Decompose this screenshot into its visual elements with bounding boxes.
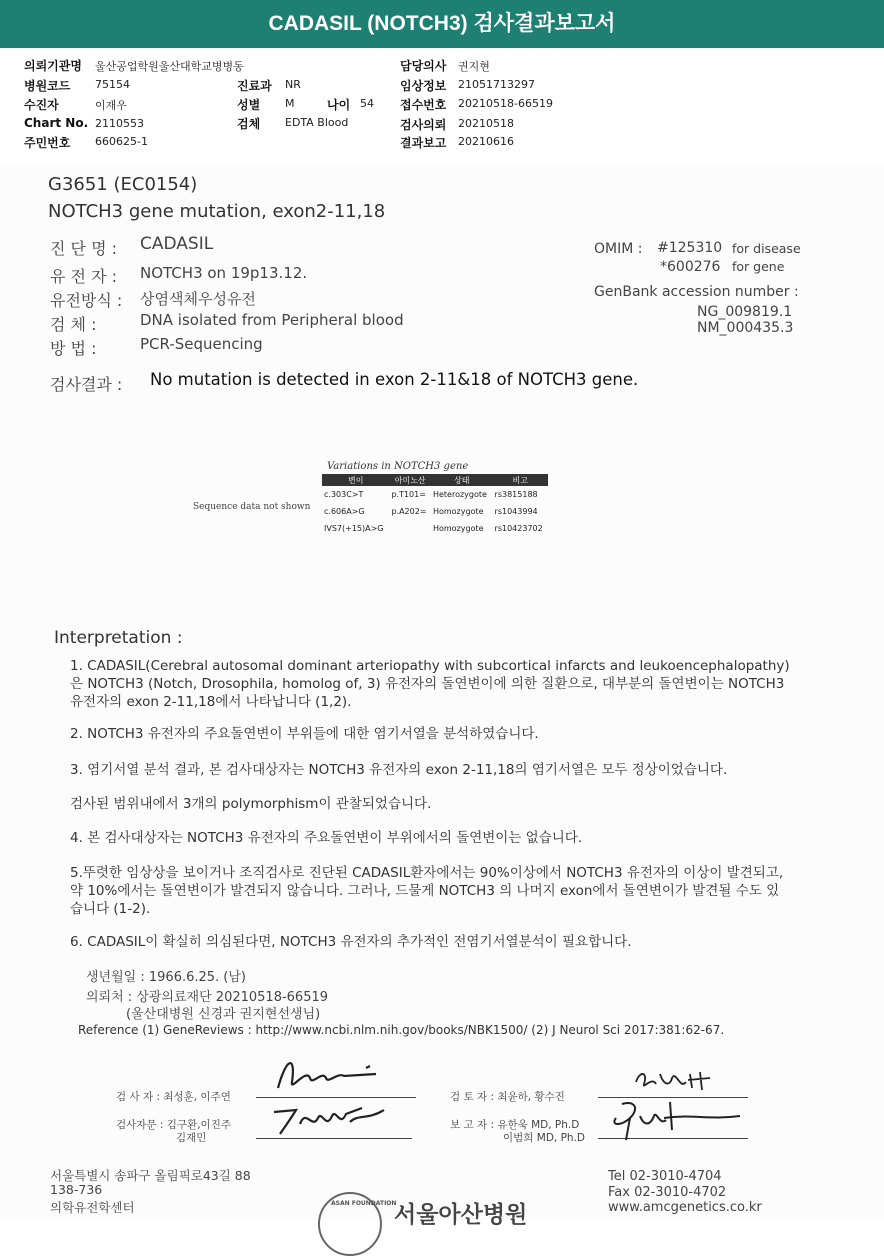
advisor-2: 김재민	[176, 1132, 207, 1144]
hospital-code-value: 75154	[95, 78, 130, 91]
result-value: No mutation is detected in exon 2-11&18 of NOTCH3 gene.	[150, 370, 639, 389]
method-label: 방 법 :	[50, 339, 97, 358]
clinical-value: 21051713297	[458, 78, 535, 91]
chart-value: 2110553	[95, 117, 144, 130]
col-header-status: 상태	[431, 474, 493, 486]
variations-table	[322, 474, 548, 537]
genbank-acc-1: NG_009819.1	[697, 304, 793, 320]
gene-value: NOTCH3 on 19p13.12.	[140, 264, 308, 282]
receipt-label: 접수번호	[400, 98, 447, 112]
inheritance-label: 유전방식 :	[50, 291, 123, 310]
signature-line	[256, 1097, 416, 1098]
fax: Fax 02-3010-4702	[608, 1185, 727, 1200]
department-value: NR	[285, 78, 301, 91]
specimen-label: 검체	[237, 117, 261, 131]
id-value: 660625-1	[95, 135, 148, 148]
reviewer: 검 토 자 : 최윤하, 황수진	[450, 1091, 565, 1103]
advisor-signature-icon	[266, 1100, 406, 1140]
table-row	[322, 486, 548, 503]
specimen-type-label: 검 체 :	[50, 315, 97, 334]
method-value: PCR-Sequencing	[140, 335, 263, 353]
variations-caption	[327, 461, 468, 472]
chart-label: Chart No.	[24, 116, 89, 130]
doctor-value: 권지현	[458, 60, 490, 73]
website: www.amcgenetics.co.kr	[608, 1200, 762, 1215]
cell-status: Homozygote	[432, 524, 484, 533]
institution-label: 의뢰기관명	[24, 59, 82, 73]
reporter-2: 이범희 MD, Ph.D	[503, 1132, 585, 1144]
referrer: 의뢰처 : 상광의료재단 20210518-66519	[86, 990, 329, 1005]
result-label: 검사결과 :	[50, 375, 123, 394]
age-value: 54	[360, 97, 374, 110]
age-label: 나이	[327, 98, 351, 112]
diagnosis-value: CADASIL	[140, 234, 214, 254]
omim-label: OMIM :	[594, 241, 643, 257]
specimen-type-value: DNA isolated from Peripheral blood	[140, 311, 404, 329]
doctor-label: 담당의사	[400, 59, 447, 73]
department-label: 진료과	[237, 79, 272, 93]
interpretation-p3b: 검사된 범위내에서 3개의 polymorphism이 관찰되었습니다.	[70, 796, 432, 812]
patient-label: 수진자	[24, 98, 59, 112]
diagnosis-label: 진 단 명 :	[50, 239, 118, 258]
cell-status: Heterozygote	[432, 490, 487, 499]
reviewer-signature-icon	[630, 1064, 720, 1096]
interpretation-p5: 5.뚜렷한 임상상을 보이거나 조직검사로 진단된 CADASIL환자에서는 90%이상에서 NOTCH3 유전자의 이상이 발견되고, 약 10%에서는 돌연변이가 발견되지 않습니다. 그러나, 드물게 NOTCH3 의 나머지 exon에서 돌연변이가 발견될 수도 있습니다 (1-2).	[70, 865, 784, 917]
report-date-value: 20210616	[458, 135, 514, 148]
col-header-amino-acid: 아미노산	[389, 474, 431, 486]
reporter: 보 고 자 : 유한욱 MD, Ph.D	[450, 1119, 580, 1131]
patient-info-header	[0, 48, 884, 165]
gene-label: 유 전 자 :	[50, 267, 118, 286]
seal-text: ASAN FOUNDATION	[331, 1200, 397, 1207]
id-label: 주민번호	[24, 136, 71, 150]
phone: Tel 02-3010-4704	[608, 1169, 722, 1184]
clinical-label: 임상정보	[400, 79, 447, 93]
address-line-3: 의학유전학센터	[50, 1200, 135, 1215]
request-label: 검사의뢰	[400, 118, 447, 132]
request-value: 20210518	[458, 117, 514, 130]
reporter-signature-icon	[600, 1096, 750, 1144]
col-header-note: 비고	[493, 474, 548, 486]
specimen-value: EDTA Blood	[285, 116, 349, 129]
address-line-1: 서울특별시 송파구 올림픽로43길 88	[50, 1168, 251, 1183]
genbank-label: GenBank accession number :	[594, 284, 799, 300]
interpretation-title: Interpretation :	[54, 628, 183, 648]
institution-value: 울산공업학원울산대학교병병동	[95, 60, 244, 73]
omim-disease-note: for disease	[732, 241, 801, 256]
hospital-logo-text: 서울아산병원	[394, 1202, 528, 1228]
sex-value: M	[285, 97, 295, 110]
address-line-2: 138-736	[50, 1182, 103, 1197]
caption-gene: NOTCH3	[394, 461, 441, 472]
patient-value: 이재우	[95, 99, 127, 112]
col-header-variant: 변이	[322, 474, 389, 486]
cell-amino-acid: p.T101=	[391, 490, 426, 499]
interpretation-p3: 3. 염기서열 분석 결과, 본 검사대상자는 NOTCH3 유전자의 exon 2-11,18의 염기서열은 모두 정상이었습니다.	[70, 762, 728, 778]
receipt-value: 20210518-66519	[458, 97, 553, 110]
interpretation-p4: 4. 본 검사대상자는 NOTCH3 유전자의 주요돌연변이 부위에서의 돌연변이는 없습니다.	[70, 830, 583, 846]
cell-variant: c.606A>G	[324, 507, 365, 516]
caption-prefix: Variations in	[327, 461, 395, 472]
hospital-code-label: 병원코드	[24, 79, 71, 93]
report-title: CADASIL (NOTCH3) 검사결과보고서	[0, 0, 884, 48]
cell-status: Homozygote	[432, 507, 484, 516]
sex-label: 성별	[237, 98, 261, 112]
examiner-signature-icon	[266, 1048, 406, 1096]
caption-suffix: gene	[440, 461, 469, 472]
cell-amino-acid	[389, 520, 431, 537]
inheritance-value: 상염색체우성유전	[140, 290, 256, 308]
sequence-note: Sequence data not shown	[193, 502, 311, 512]
interpretation-p2: 2. NOTCH3 유전자의 주요돌연변이 부위들에 대한 염기서열을 분석하였습니다.	[70, 726, 539, 742]
reference: Reference (1) GeneReviews : http://www.ncbi.nlm.nih.gov/books/NBK1500/ (2) J Neurol Sci 2017:381:62-67.	[78, 1023, 725, 1037]
birth-date: 생년월일 : 1966.6.25. (남)	[86, 970, 247, 985]
hospital-seal-icon	[318, 1192, 397, 1256]
interpretation-p1: 1. CADASIL(Cerebral autosomal dominant arteriopathy with subcortical infarcts and leukoencephalopathy)은 NOTCH3 (Notch, Drosophila, homolog of, 3) 유전자의 돌연변이에 의한 질환으로, 대부분의 돌연변이는 NOTCH3 유전자의 exon 2-11,18에서 나타납니다 (1,2).	[70, 658, 790, 710]
cell-variant: c.303C>T	[324, 490, 364, 499]
omim-gene-id: *600276	[660, 259, 721, 275]
test-code: G3651 (EC0154)	[48, 174, 198, 195]
cell-note: rs10423702	[494, 524, 543, 533]
referrer-detail: (울산대병원 신경과 권지현선생님)	[126, 1007, 321, 1022]
omim-gene-note: for gene	[732, 259, 785, 274]
omim-disease-id: #125310	[657, 240, 723, 256]
cell-note: rs3815188	[494, 490, 538, 499]
test-name: NOTCH3 gene mutation, exon2-11,18	[48, 201, 386, 222]
advisor: 검사자문 : 김구환,이진주	[116, 1119, 231, 1131]
examiner: 검 사 자 : 최성훈, 이주연	[116, 1091, 231, 1103]
interpretation-p6: 6. CADASIL이 확실히 의심된다면, NOTCH3 유전자의 추가적인 전염기서열분석이 필요합니다.	[70, 934, 632, 950]
report-date-label: 결과보고	[400, 136, 447, 150]
cell-note: rs1043994	[494, 507, 538, 516]
genbank-acc-2: NM_000435.3	[697, 320, 794, 336]
table-row	[322, 520, 548, 537]
cell-amino-acid: p.A202=	[391, 507, 427, 516]
table-row	[322, 503, 548, 520]
cell-variant: IVS7(+15)A>G	[324, 524, 384, 533]
